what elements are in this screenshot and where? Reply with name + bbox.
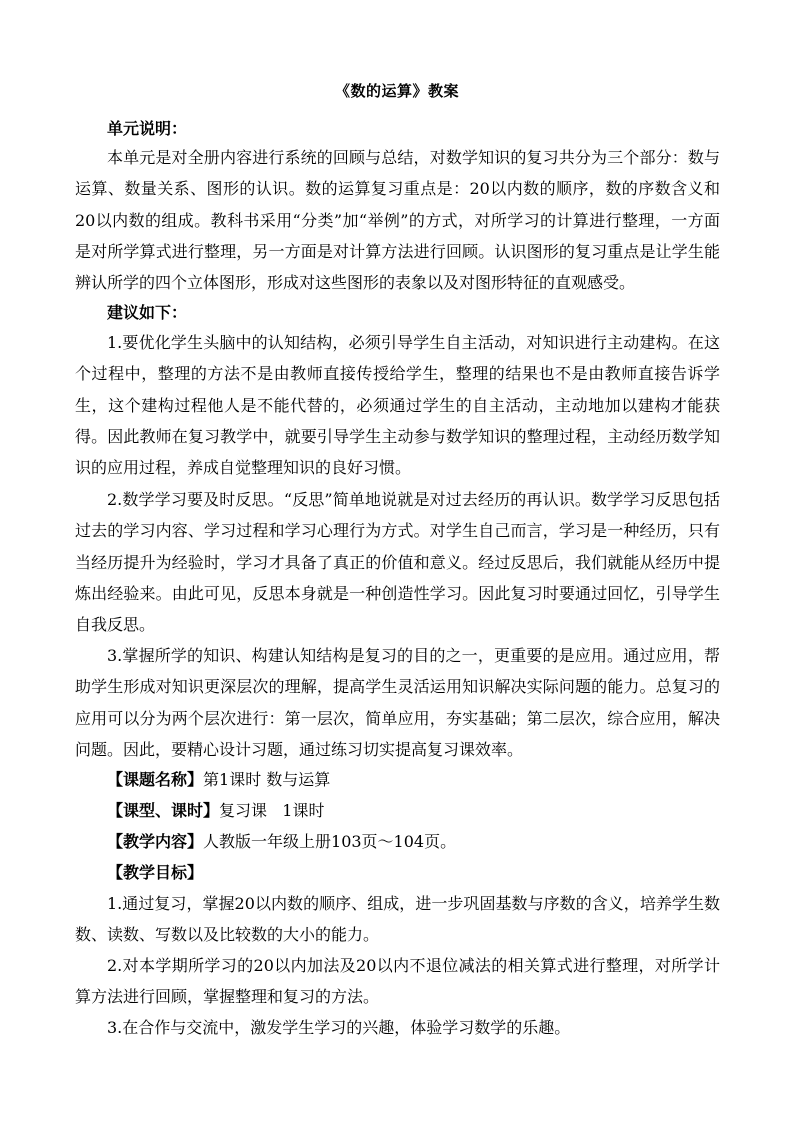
suggestion-1: [75, 327, 720, 483]
content-row: [107, 826, 456, 857]
unit-paragraph: 本单元是对全册内容进行系统的回顾与总结，对数学知识的复习共分为三个部分：数与运算、数量关系、图形的认识。数的运算复习重点是：20以内数的顺序，数的序数含义和20以内数的组成。教科书采用“分类”加“举例”的方式，对所学习的计算进行整理，一方面是对所学算式进行整理，另一方面是对计算方法进行回顾。认识图形的复习重点是让学生能辨认所学的四个立体图形，形成对这些图形的表象以及对图形特征的直观感受。: [75, 148, 720, 293]
lesson-name-label: 【课题名称】: [107, 770, 204, 789]
unit-heading: 单元说明：: [107, 119, 188, 138]
goal-2: [75, 950, 720, 1013]
content-label: 【教学内容】: [107, 832, 204, 851]
goal-3: [75, 1012, 720, 1043]
lesson-name-row: [107, 764, 330, 795]
content-value: 人教版一年级上册103页～104页。: [203, 832, 457, 851]
goals-heading: 【教学目标】: [107, 863, 204, 882]
document-title: 《数的运算》教案: [334, 82, 459, 100]
goal-paragraph: 1.通过复习，掌握20以内数的顺序、组成，进一步巩固基数与序数的含义，培养学生数数、读数、写数以及比较数的大小的能力。: [75, 894, 720, 945]
lesson-type-value: 复习课 1课时: [219, 801, 325, 820]
lesson-type-row: [107, 795, 324, 826]
goal-1: [75, 888, 720, 951]
unit-description: [75, 142, 720, 298]
lesson-type-label: 【课型、课时】: [107, 801, 220, 820]
lesson-name-value: 第1课时 数与运算: [203, 770, 331, 789]
suggestion-paragraph: 1.要优化学生头脑中的认知结构，必须引导学生自主活动，对知识进行主动建构。在这个过程中，整理的方法不是由教师直接传授给学生，整理的结果也不是由教师直接告诉学生，这个建构过程他人是不能代替的，必须通过学生的自主活动，主动地加以建构才能获得。因此教师在复习教学中，就要引导学生主动参与数学知识的整理过程，主动经历数学知识的应用过程，养成自觉整理知识的良好习惯。: [75, 333, 720, 478]
suggestion-paragraph: 3.掌握所学的知识、构建认知结构是复习的目的之一，更重要的是应用。通过应用，帮助学生形成对知识更深层次的理解，提高学生灵活运用知识解决实际问题的能力。总复习的应用可以分为两个层次进行：第一层次，简单应用，夯实基础；第二层次，综合应用，解决问题。因此，要精心设计习题，通过练习切实提高复习课效率。: [75, 646, 720, 759]
suggestion-2: [75, 484, 720, 640]
goal-paragraph: 3.在合作与交流中，激发学生学习的兴趣，体验学习数学的乐趣。: [107, 1018, 571, 1037]
suggestion-heading: 建议如下：: [107, 303, 188, 322]
goal-paragraph: 2.对本学期所学习的20以内加法及20以内不退位减法的相关算式进行整理，对所学计算方法进行回顾，掌握整理和复习的方法。: [75, 956, 720, 1007]
suggestion-paragraph: 2.数学学习要及时反思。“反思”简单地说就是对过去经历的再认识。数学学习反思包括过去的学习内容、学习过程和学习心理行为方式。对学生自己而言，学习是一种经历，只有当经历提升为经验时，学习才具备了真正的价值和意义。经过反思后，我们就能从经历中提炼出经验来。由此可见，反思本身就是一种创造性学习。因此复习时要通过回忆，引导学生自我反思。: [75, 490, 720, 635]
suggestion-3: [75, 640, 720, 765]
